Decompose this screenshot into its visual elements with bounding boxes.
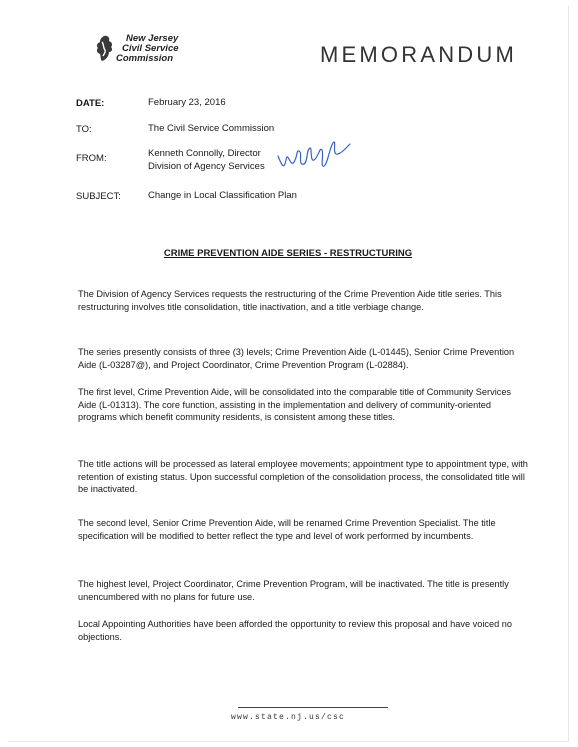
logo-wordmark	[116, 34, 179, 64]
paragraph-highest-level: The highest level, Project Coordinator, Crime Prevention Program, will be inactivated. The title is presently unencumbered with no plans for future use.	[78, 579, 509, 602]
from-value-name: Kenneth Connolly, Director	[148, 148, 261, 159]
handwritten-signature	[276, 138, 356, 178]
to-label: TO:	[76, 124, 92, 135]
to-value: The Civil Service Commission	[148, 123, 275, 134]
from-label: FROM:	[76, 153, 107, 164]
nj-csc-logo	[94, 34, 189, 66]
document-heading: CRIME PREVENTION AIDE SERIES - RESTRUCTURING	[163, 248, 413, 259]
paragraph-series-levels: The series presently consists of three (3) levels; Crime Prevention Aide (L-01445), Senior Crime Prevention Aide (L-03287@), and Project Coordinator, Crime Prevention Program (L-02884).	[78, 347, 515, 370]
paragraph-first-level: The first level, Crime Prevention Aide, will be consolidated into the comparable title of Community Services Aide (L-01313). The core function, assisting in the implementation and delivery of community-oriented programs which benefit community residents, is consistent among these titles.	[78, 387, 512, 422]
memo-title: MEMORANDUM	[320, 42, 517, 67]
paragraph-review: Local Appointing Authorities have been afforded the opportunity to review this proposal and have voiced no objections.	[78, 619, 512, 642]
date-label: DATE:	[76, 98, 105, 109]
logo-line-3: Commission	[116, 53, 174, 64]
subject-value: Change in Local Classification Plan	[148, 190, 297, 201]
paragraph-title-actions: The title actions will be processed as lateral employee movements; appointment type to appointment type, with retention of existing status. Upon successful completion of the consolidation process, the consolidated title will be inactivated.	[78, 459, 528, 494]
logo-line-2: Civil Service	[122, 43, 179, 54]
date-value: February 23, 2016	[148, 97, 226, 108]
memo-page	[8, 6, 569, 742]
footer-divider	[238, 707, 388, 708]
footer-website-url: www.state.nj.us/csc	[230, 713, 345, 722]
logo-line-1: New Jersey	[126, 33, 179, 44]
paragraph-second-level: The second level, Senior Crime Prevention Aide, will be renamed Crime Prevention Specialist. The title specification will be modified to better reflect the type and level of work performed by incumbents.	[78, 518, 496, 541]
subject-label: SUBJECT:	[76, 191, 121, 202]
paragraph-request: The Division of Agency Services requests the restructuring of the Crime Prevention Aide title series. This restructuring involves title consolidation, title inactivation, and a title verbiage change.	[78, 289, 502, 312]
from-value-division: Division of Agency Services	[148, 161, 265, 172]
